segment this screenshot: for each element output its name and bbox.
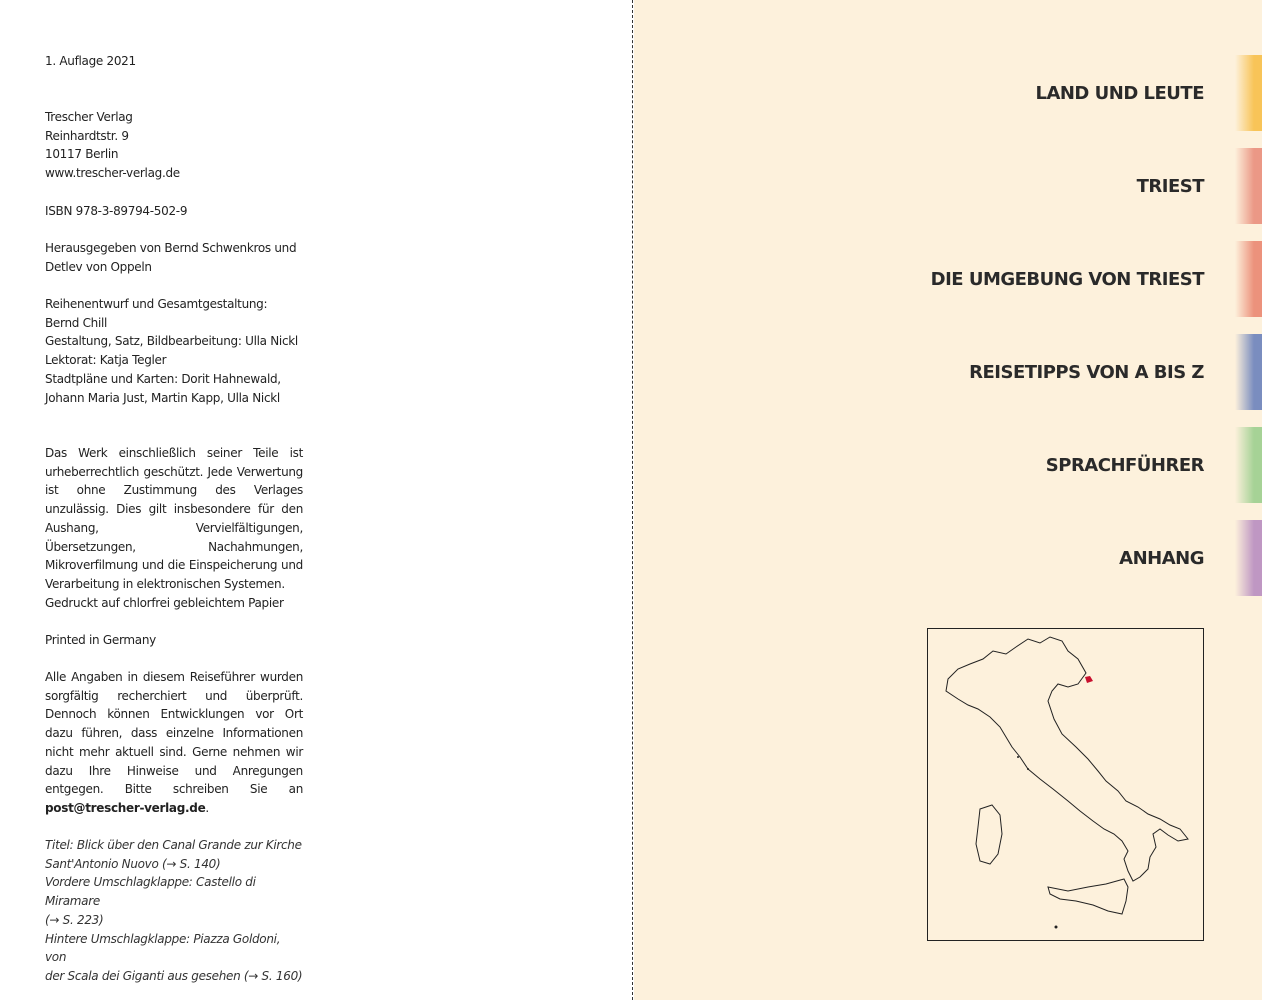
disclaimer-text: Alle Angaben in diesem Reiseführer wurden sorgfältig recherchiert und überprüft. Dennoch können Entwicklungen vor Ort dazu führen, dass einzelne Informationen nicht mehr aktuell sind. Gerne nehmen wir dazu Ihre Hinweise und Anregungen entgegen. Bitte schreiben Sie an — [45, 670, 303, 797]
edition: 1. Auflage 2021 — [45, 54, 136, 68]
credits — [45, 295, 303, 407]
credits-line: Lektorat: Katja Tegler — [45, 353, 167, 368]
publisher-city: 10117 Berlin — [45, 147, 119, 162]
paper-note: Gedruckt auf chlorfrei gebleichtem Papier — [45, 596, 284, 610]
editors — [45, 239, 303, 276]
credits-line: Stadtpläne und Karten: Dorit Hahnewald, — [45, 371, 281, 386]
photo-credit-line: Sant'Antonio Nuovo (→ S. 140) — [45, 856, 221, 871]
photo-credits — [45, 836, 303, 986]
section-tab[interactable] — [1235, 427, 1262, 503]
publisher-address — [45, 108, 303, 183]
publisher-street: Reinhardtstr. 9 — [45, 128, 129, 143]
section-triest[interactable]: TRIEST — [1136, 176, 1204, 197]
photo-credit-line: Titel: Blick über den Canal Grande zur Kirche — [45, 838, 302, 852]
section-sprachfuehrer[interactable]: SPRACHFÜHRER — [1045, 455, 1204, 476]
section-umgebung[interactable]: DIE UMGEBUNG VON TRIEST — [930, 269, 1204, 290]
section-tab[interactable] — [1235, 520, 1262, 596]
email-link[interactable]: post@trescher-verlag.de — [45, 800, 206, 815]
credits-line: Bernd Chill — [45, 315, 108, 330]
editors-line: Herausgegeben von Bernd Schwenkros und — [45, 241, 297, 255]
disclaimer: Alle Angaben in diesem Reiseführer wurden sorgfältig recherchiert und überprüft. Dennoch können Entwicklungen vor Ort dazu führen, dass einzelne Informationen nicht mehr aktuell sind. Gerne nehmen wir dazu Ihre Hinweise und Anregungen entgegen. Bitte schreiben Sie an post@trescher-verlag.de. — [45, 670, 303, 815]
section-tab[interactable] — [1235, 55, 1262, 131]
credits-line: Gestaltung, Satz, Bildbearbeitung: Ulla Nickl — [45, 334, 298, 349]
italy-locator-map — [927, 628, 1204, 941]
page-fold-divider — [632, 0, 633, 1000]
contents-page — [634, 0, 1262, 1000]
photo-credit-line: Vordere Umschlagklappe: Castello di Miramare — [45, 875, 256, 909]
section-tab[interactable] — [1235, 241, 1262, 317]
photo-credit-line: der Scala dei Giganti aus gesehen (→ S. 160) — [45, 968, 303, 983]
photo-credit-line: (→ S. 223) — [45, 912, 104, 927]
printed-note: Printed in Germany — [45, 633, 156, 647]
credits-line: Johann Maria Just, Martin Kapp, Ulla Nickl — [45, 390, 280, 405]
publisher-name: Trescher Verlag — [45, 110, 133, 124]
section-tab[interactable] — [1235, 148, 1262, 224]
publisher-website: www.trescher-verlag.de — [45, 166, 180, 181]
photo-credit-line: Hintere Umschlagklappe: Piazza Goldoni, von — [45, 931, 281, 965]
section-anhang[interactable]: ANHANG — [1119, 548, 1204, 569]
editors-line: Detlev von Oppeln — [45, 259, 152, 274]
credits-line: Reihenentwurf und Gesamtgestaltung: — [45, 297, 268, 311]
isbn: ISBN 978-3-89794-502-9 — [45, 204, 188, 218]
section-reisetipps[interactable]: REISETIPPS VON A BIS Z — [969, 362, 1204, 383]
section-tab[interactable] — [1235, 334, 1262, 410]
section-land-und-leute[interactable]: LAND UND LEUTE — [1035, 83, 1204, 104]
trieste-highlight — [1085, 676, 1093, 683]
italy-outline — [928, 629, 1203, 940]
copyright-notice: Das Werk einschließlich seiner Teile ist urheberrechtlich geschützt. Jede Verwertung ist ohne Zustimmung des Verlages unzulässig. Dies gilt insbesondere für den Aushang, Vervielfältigungen, Übersetzungen, Nachahmungen, Mikroverfilmung und die Einspeicherung und Verarbeitung in elektronischen Systemen. — [45, 446, 303, 591]
